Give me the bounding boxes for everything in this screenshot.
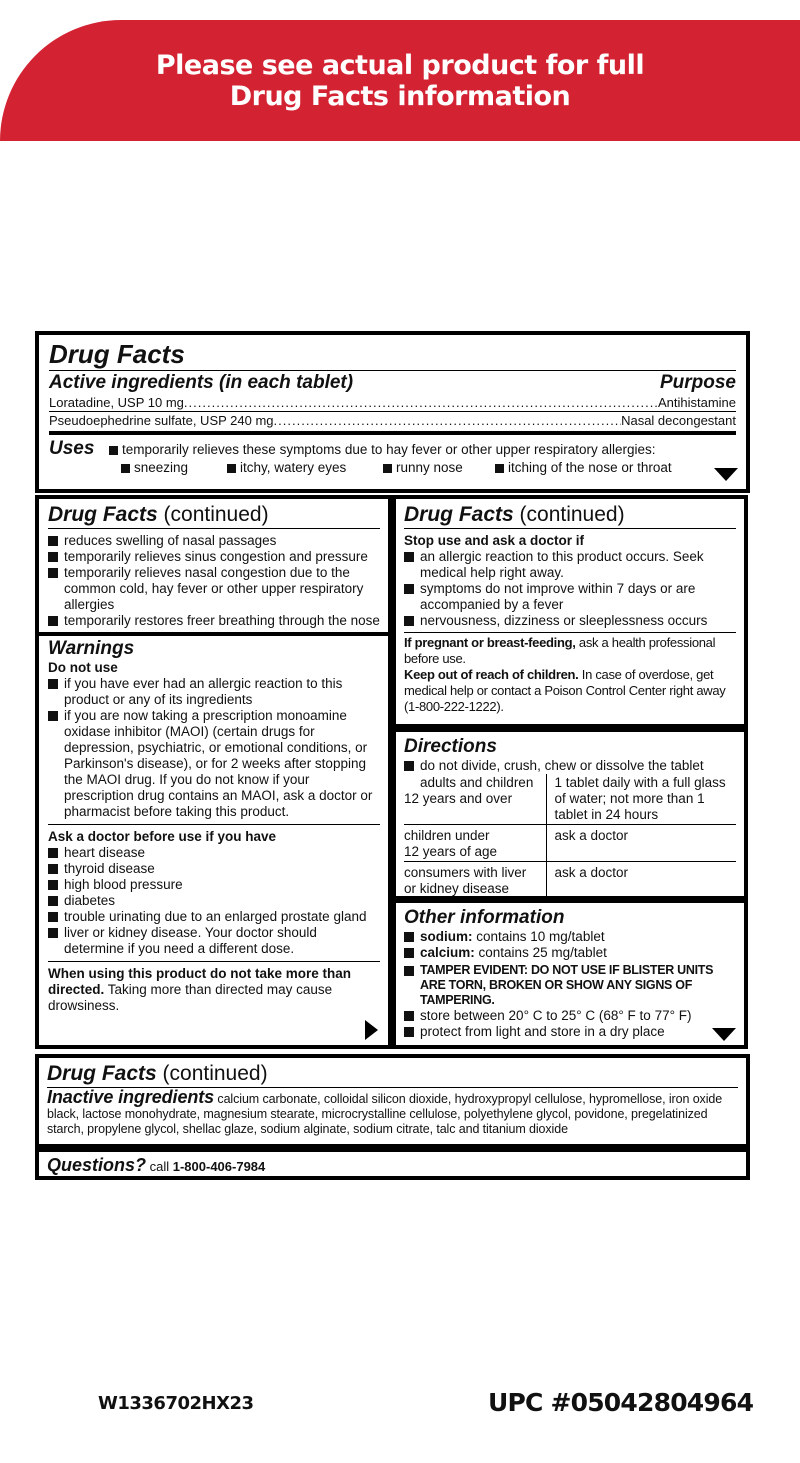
- continued-heading: Drug Facts (continued): [48, 503, 269, 526]
- other-information-list: [404, 929, 736, 1040]
- list-item: symptoms do not improve within 7 days or are accompanied by a fever: [404, 581, 736, 613]
- list-item: TAMPER EVIDENT: DO NOT USE IF BLISTER UNITS ARE TORN, BROKEN OR SHOW ANY SIGNS OF TAMPERING.: [404, 963, 736, 1008]
- upc-code: UPC #05042804964: [488, 1388, 754, 1417]
- continued-heading: Drug Facts (continued): [404, 503, 625, 526]
- list-item: store between 20° C to 25° C (68° F to 77° F): [404, 1008, 736, 1024]
- bullet-icon: [383, 464, 392, 473]
- list-item: temporarily relieves nasal congestion due to the common cold, hay fever or other upper respiratory allergies: [48, 565, 380, 613]
- list-item: high blood pressure: [48, 877, 380, 893]
- list-item: heart disease: [48, 845, 380, 861]
- uses-heading: Uses: [49, 438, 95, 459]
- list-item: reduces swelling of nasal passages: [48, 533, 380, 549]
- ask-doctor-list: [48, 845, 380, 957]
- active-ingredients-heading: Active ingredients (in each tablet): [49, 372, 354, 393]
- drug-facts-continued-right: [392, 495, 748, 728]
- list-item: temporarily relieves sinus congestion and pressure: [48, 549, 380, 565]
- bullet-icon: [495, 464, 504, 473]
- table-row: adults and children 12 years and over 1 tablet daily with a full glass of water; not more than 1 tablet in 24 hours: [404, 774, 736, 825]
- questions-phone: 1-800-406-7984: [172, 1159, 266, 1174]
- product-code: W1336702HX23: [98, 1393, 254, 1414]
- directions-heading: Directions: [404, 736, 497, 757]
- stop-use-list: [404, 549, 736, 629]
- do-not-use-heading: Do not use: [48, 660, 118, 675]
- list-item: trouble urinating due to an enlarged prostate gland: [48, 909, 380, 925]
- list-item: protect from light and store in a dry place: [404, 1024, 736, 1040]
- continue-arrow-icon: [365, 1020, 378, 1040]
- drug-facts-title: Drug Facts: [49, 339, 185, 369]
- directions-table: [404, 774, 736, 898]
- uses-list: [48, 533, 380, 629]
- continue-arrow-icon: [712, 1028, 736, 1041]
- list-item: an allergic reaction to this product occurs. Seek medical help right away.: [404, 549, 736, 581]
- warnings-heading: Warnings: [48, 638, 135, 659]
- list-item: temporarily restores freer breathing through the nose: [48, 613, 380, 629]
- other-information-heading: Other information: [404, 907, 565, 928]
- questions-text: Questions? call 1-800-406-7984: [47, 1155, 266, 1175]
- list-item: thyroid disease: [48, 861, 380, 877]
- drug-facts-continued-left: [35, 495, 392, 1049]
- stop-use-heading: Stop use and ask a doctor if: [404, 533, 585, 548]
- directions-panel: [392, 728, 748, 900]
- ingredient-row: Loratadine, USP 10 mg ..... Antihistamine: [49, 394, 736, 411]
- do-not-use-list: [48, 676, 380, 820]
- table-row: consumers with liver or kidney disease ask a doctor: [404, 862, 736, 899]
- bullet-icon: [227, 464, 236, 473]
- list-item: nervousness, dizziness or sleeplessness occurs: [404, 613, 736, 629]
- bullet-icon: [121, 464, 130, 473]
- pregnant-text: If pregnant or breast-feeding, ask a health professional before use.: [404, 635, 716, 666]
- list-item: if you are now taking a prescription monoamine oxidase inhibitor (MAOI) (certain drugs for depression, psychiatric, or emotional conditions, or Parkinson's disease), or for 2 weeks after stopping the MAOI drug. If you do not know if your prescription drug contains an MAOI, ask a doctor or pharmacist before taking this product.: [48, 708, 380, 820]
- uses-intro: temporarily relieves these symptoms due to hay fever or other upper respiratory allergies:: [122, 442, 656, 457]
- keep-out-text: Keep out of reach of children. In case of overdose, get medical help or contact a Poison Control Center right away (1-800-222-1222).: [404, 667, 726, 714]
- when-using-text: When using this product do not take more than directed. Taking more than directed may cause drowsiness.: [48, 966, 351, 1013]
- list-item: do not divide, crush, chew or dissolve the tablet: [404, 758, 736, 774]
- list-item: if you have ever had an allergic reaction to this product or any of its ingredients: [48, 676, 380, 708]
- drug-facts-continued-bottom: [35, 1054, 750, 1148]
- purpose-heading: Purpose: [659, 372, 736, 393]
- list-item: diabetes: [48, 893, 380, 909]
- list-item: calcium: contains 25 mg/tablet: [404, 945, 736, 961]
- continue-arrow-icon: [714, 468, 738, 481]
- table-row: children under 12 years of age ask a doctor: [404, 825, 736, 862]
- disclaimer-banner: [0, 20, 800, 141]
- bullet-icon: [109, 446, 118, 455]
- questions-panel: [35, 1148, 750, 1180]
- list-item: liver or kidney disease. Your doctor should determine if you need a different dose.: [48, 925, 380, 957]
- inactive-ingredients: Inactive ingredients calcium carbonate, colloidal silicon dioxide, hydroxypropyl cellulose, hypromellose, iron oxide black, lactose monohydrate, magnesium stearate, microcrystalline cellulose, polyethylene glycol, povidone, pregelatinized starch, propylene glycol, shellac glaze, sodium alginate, sodium citrate, talc and titanium dioxide: [47, 1087, 723, 1136]
- drug-facts-panel: Drug Facts Active ingredients (in each tablet) Purpose Loratadine, USP 10 mg ..... Antihistamine Pseudoephedrine sulfate, USP 240 mg ..... Nasal decongestant Uses temporarily relieves these symptoms due to hay fever or other upper respiratory allergies: sneezing itchy, watery eyes runny nose itching of the nose or throat: [35, 331, 750, 493]
- list-item: sodium: contains 10 mg/tablet: [404, 929, 736, 945]
- ingredient-row: Pseudoephedrine sulfate, USP 240 mg ..... Nasal decongestant: [49, 412, 736, 429]
- banner-text: Please see actual product for full Drug Facts information: [155, 49, 645, 112]
- ask-doctor-heading: Ask a doctor before use if you have: [48, 829, 277, 844]
- other-information-panel: [392, 899, 748, 1049]
- continued-heading: Drug Facts (continued): [47, 1062, 268, 1085]
